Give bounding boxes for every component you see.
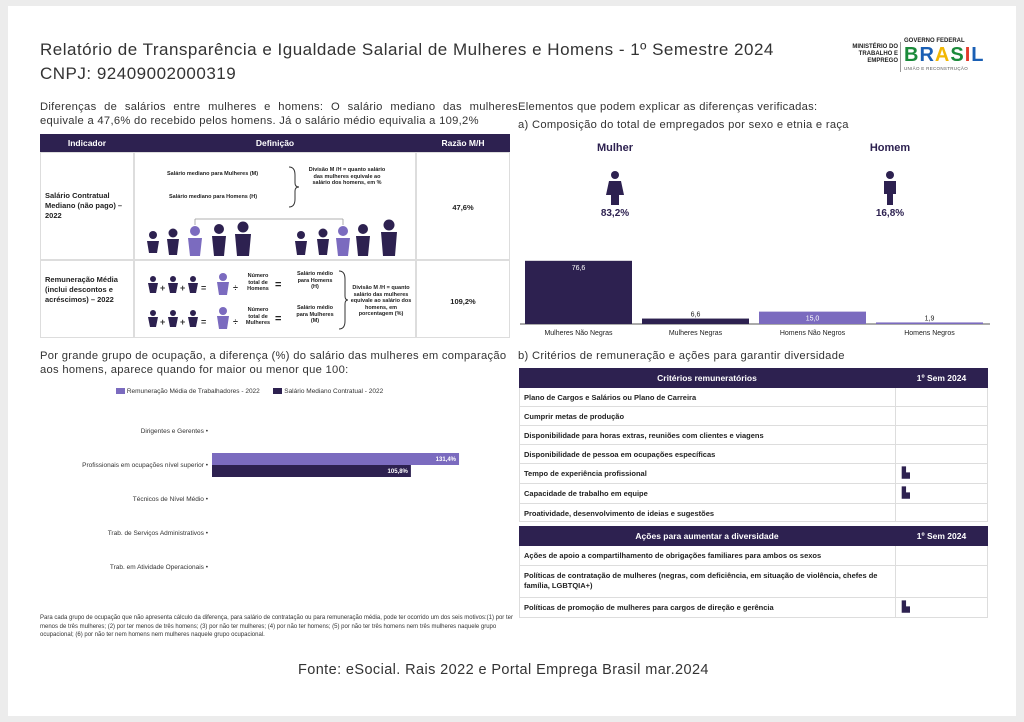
row1-def-c: Divisão M /H = quanto salário das mulheres equivale ao salário dos homens, em %	[308, 167, 386, 186]
building-icon: ▙	[902, 488, 910, 499]
row2-definition-cell	[134, 260, 416, 338]
row2-avg-h: Salário médio para Homens (H)	[296, 271, 334, 290]
occ-category-label: Trab. em Atividade Operacionais •	[109, 564, 208, 571]
criteria-head: Critérios remuneratórios	[519, 368, 895, 388]
row2-div: Divisão M /H = quanto salário das mulheres equivale ao salário dos homens, em porcentagem (%)	[350, 285, 412, 317]
title-line-1: Relatório de Transparência e Igualdade Salarial de Mulheres e Homens - 1º Semestre 2024	[40, 40, 774, 59]
occ-category-label: Técnicos de Nível Médio •	[132, 496, 208, 503]
legend-swatch-mediano	[273, 388, 282, 394]
criteria-row	[519, 388, 988, 407]
action-row	[519, 566, 988, 598]
occ-category-label: Dirigentes e Gerentes •	[140, 428, 208, 435]
composition-title: a) Composição do total de empregados por sexo e etnia e raça	[518, 119, 849, 131]
people-sum-icon	[145, 269, 245, 333]
gov-brand: BRASIL	[904, 44, 985, 66]
brace-icon-2	[337, 269, 349, 331]
occ-category-label: Trab. de Serviços Administrativos •	[107, 530, 208, 537]
criteria-label: Disponibilidade para horas extras, reuniões com clientes e viagens	[524, 431, 764, 440]
criteria-row	[519, 407, 988, 426]
svg-text:÷: ÷	[233, 317, 238, 327]
criteria-row	[519, 464, 988, 484]
action-label: Políticas de promoção de mulheres para cargos de direção e gerência	[524, 603, 774, 612]
svg-text:=: =	[201, 283, 207, 293]
actions-head: Ações para aumentar a diversidade	[519, 526, 895, 546]
action-label: Políticas de contratação de mulheres (negras, com deficiência, em situação de violência, chefes de família, LGBTQIA+)	[524, 571, 878, 590]
action-value-cell	[895, 546, 988, 565]
criteria-value-cell	[895, 445, 988, 463]
gov-logo	[904, 38, 994, 78]
comp-category-label: Homens Não Negros	[779, 330, 846, 337]
svg-text:+: +	[180, 317, 186, 327]
occ-bar-label: 131,4%	[435, 457, 457, 463]
comp-bar-label: 15,0	[805, 315, 820, 323]
criteria-label: Tempo de experiência profissional	[524, 469, 647, 478]
row2-avg-m: Salário médio para Mulheres (M)	[296, 305, 334, 324]
woman-pct: 83,2%	[600, 208, 630, 219]
criteria-row	[519, 426, 988, 445]
svg-text:+: +	[180, 283, 186, 293]
svg-text:+: +	[160, 317, 166, 327]
gov-top-text: GOVERNO FEDERAL	[904, 38, 965, 44]
criteria-value-cell	[895, 426, 988, 444]
comp-category-label: Mulheres Não Negras	[544, 330, 613, 337]
salary-intro: Diferenças de salários entre mulheres e homens: O salário mediano das mulheres equivale a 47,6% do recebido pelos homens. Já o salário médio equivalia a 109,2%	[40, 101, 518, 127]
action-value-cell	[895, 598, 988, 617]
row1-def-b: Salário mediano para Homens (H)	[169, 194, 258, 200]
th-definicao: Definição	[134, 134, 416, 152]
report-page	[8, 6, 1016, 716]
row2-indicator: Remuneração Média (inclui descontos e acréscimos) – 2022	[45, 275, 118, 304]
comp-bar-label: 6,6	[690, 311, 701, 319]
row2-num-h: Número total de Homens	[247, 273, 269, 292]
criteria-row	[519, 504, 988, 522]
criteria-value-cell	[895, 464, 988, 483]
action-row	[519, 598, 988, 618]
composition-chart	[520, 242, 990, 342]
action-value-cell	[895, 566, 988, 597]
occupation-intro: Por grande grupo de ocupação, a diferença (%) do salário das mulheres em comparação aos homens, aparece quando for maior ou menor que 100:	[40, 350, 507, 376]
row2-ratio-cell	[416, 260, 510, 338]
occ-category-label: Profissionais em ocupações nível superior •	[82, 462, 208, 469]
criteria-label: Plano de Cargos e Salários ou Plano de Carreira	[524, 393, 697, 402]
row1-ratio-cell	[416, 152, 510, 260]
occupation-note: Para cada grupo de ocupação que não apresenta cálculo da diferença, para salário de contratação ou para remuneração média, pode ter ocorrido um dos seis motivos:(1) por ter menos de três mulheres; (2) por ter menos de três homens; (3) por não ter mulheres; (4) por não ter homens; (5) por não ter três homens nem três mulheres naquele grupo ocupacional; (6) por não ter nem homens nem mulheres naquele grupo ocupacional.	[40, 615, 513, 638]
woman-icon	[606, 170, 624, 206]
row2-ratio: 109,2%	[450, 297, 476, 306]
footer-source: Fonte: eSocial. Rais 2022 e Portal Emprega Brasil mar.2024	[298, 662, 709, 678]
svg-text:÷: ÷	[233, 283, 238, 293]
action-label: Ações de apoio a compartilhamento de obrigações familiares para ambos os sexos	[524, 551, 822, 560]
criteria-label: Capacidade de trabalho em equipe	[524, 489, 648, 498]
man-icon	[881, 170, 899, 206]
criteria-value-cell	[895, 407, 988, 425]
row2-indicator-cell	[40, 260, 134, 338]
comp-bar-label: 76,6	[571, 264, 586, 272]
occ-bar-label: 105,8%	[387, 469, 408, 475]
gov-sub-text: UNIÃO E RECONSTRUÇÃO	[904, 66, 969, 71]
action-row	[519, 546, 988, 566]
criteria-value-cell	[895, 504, 988, 521]
actions-head-sem: 1º Sem 2024	[895, 526, 988, 546]
criteria-label: Cumprir metas de produção	[524, 412, 625, 421]
title-line-2: CNPJ: 92409002000319	[40, 64, 237, 83]
svg-text:=: =	[201, 317, 207, 327]
building-icon: ▙	[902, 602, 910, 613]
comp-bar	[642, 319, 749, 324]
criteria-label: Proatividade, desenvolvimento de ideias e sugestões	[524, 509, 715, 518]
page-title	[40, 38, 774, 86]
comp-bar-label: 1,9	[924, 315, 935, 323]
row1-definition-cell	[134, 152, 416, 260]
occ-bar	[212, 465, 411, 477]
svg-text:+: +	[160, 283, 166, 293]
building-icon: ▙	[902, 468, 910, 479]
occupation-chart	[40, 408, 520, 588]
criteria-title: b) Critérios de remuneração e ações para garantir diversidade	[518, 350, 845, 362]
people-figures-icon	[141, 211, 411, 259]
row1-indicator: Salário Contratual Mediano (não pago) – 2022	[45, 191, 123, 220]
right-intro: Elementos que podem explicar as diferenças verificadas:	[518, 101, 818, 113]
criteria-head-sem: 1º Sem 2024	[895, 368, 988, 388]
equals-icon: =	[275, 279, 282, 291]
comp-category-label: Homens Negros	[904, 330, 955, 337]
man-label: Homem	[869, 142, 911, 154]
criteria-value-cell	[895, 388, 988, 406]
brace-icon	[287, 165, 301, 209]
row1-def-a: Salário mediano para Mulheres (M)	[167, 171, 259, 177]
legend-remuneracao: Remuneração Média de Trabalhadores - 2022	[126, 388, 260, 395]
row1-ratio: 47,6%	[452, 203, 474, 212]
comp-category-label: Mulheres Negras	[668, 330, 723, 337]
occupation-legend	[116, 388, 383, 395]
criteria-row	[519, 484, 988, 504]
comp-bar	[876, 322, 983, 324]
occ-bar	[212, 453, 459, 465]
legend-swatch-remuneracao	[116, 388, 125, 394]
th-razao: Razão M/H	[416, 134, 510, 152]
equals-icon-2: =	[275, 313, 282, 325]
criteria-label: Disponibilidade de pessoa em ocupações específicas	[524, 450, 716, 459]
row2-num-m: Número total de Mulheres	[245, 307, 271, 326]
ministry-logo-text: MINISTÉRIO DO TRABALHO E EMPREGO	[852, 44, 898, 64]
criteria-value-cell	[895, 484, 988, 503]
row1-indicator-cell	[40, 152, 134, 260]
criteria-row	[519, 445, 988, 464]
legend-mediano: Salário Mediano Contratual - 2022	[284, 388, 384, 395]
th-indicador: Indicador	[40, 134, 134, 152]
woman-label: Mulher	[596, 142, 634, 154]
man-pct: 16,8%	[875, 208, 905, 219]
logo-divider	[900, 42, 901, 72]
